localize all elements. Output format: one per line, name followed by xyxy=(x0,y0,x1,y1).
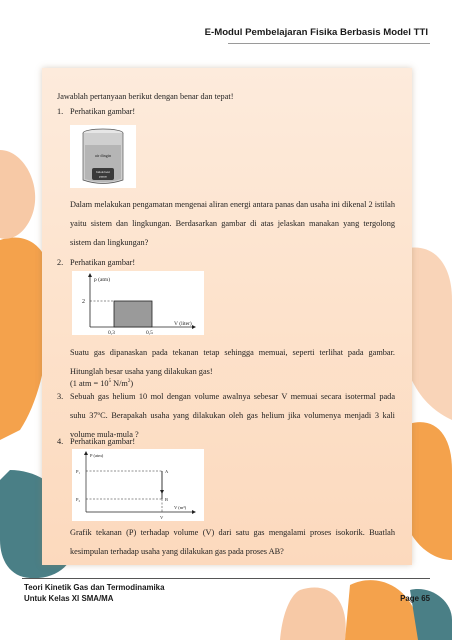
module-title: E-Modul Pembelajaran Fisika Berbasis Model TTI xyxy=(204,27,428,38)
instructions: Jawablah pertanyaan berikut dengan benar dan tepat! xyxy=(57,92,234,101)
q2-text: Suatu gas dipanaskan pada tekanan tetap sehingga memuai, seperti terlihat pada gambar. Hitunglah besar usaha yang dilakukan gas! xyxy=(70,348,395,376)
q2-pv-graph xyxy=(72,271,204,335)
q2-prompt: Perhatikan gambar! xyxy=(70,258,136,267)
q1-prompt: Perhatikan gambar! xyxy=(70,107,136,116)
q4-prompt: Perhatikan gambar! xyxy=(70,437,136,446)
q4-xlabel: V (m³) xyxy=(174,505,187,510)
q4-point-a: A xyxy=(165,469,169,474)
header-divider xyxy=(228,43,430,44)
q4-text: Grafik tekanan (P) terhadap volume (V) dari satu gas mengalami proses isokorik. Buatlah kesimpulan terhadap usaha yang dilakukan gas pada proses AB? xyxy=(70,528,395,556)
q1-fig-label-bottom-1: balok besi xyxy=(96,170,110,174)
q1-text: Dalam melakukan pengamatan mengenai aliran energi antara panas dan usaha ini dikenal 2 istilah yaitu sistem dan lingkungan. Berdasarkan gambar di atas jelaskan manakan yang tergolong sistem dan lingkungan? xyxy=(70,200,395,247)
q2-note: (1 atm = $10^5$ $N/m^2$) xyxy=(70,378,134,388)
q3-number: 3. xyxy=(57,392,64,401)
footer-subject: Teori Kinetik Gas dan Termodinamika xyxy=(24,583,165,592)
q4-number: 4. xyxy=(57,437,64,446)
q4-volume-v: V xyxy=(160,515,164,520)
q2-xtick-1: 0,3 xyxy=(108,330,115,335)
q4-pv-graph xyxy=(72,449,204,521)
q2-number: 2. xyxy=(57,258,64,267)
q2-ylabel: p (atm) xyxy=(94,277,111,283)
q4-ylabel: P (atm) xyxy=(90,453,104,458)
q4-p1: P₁ xyxy=(76,469,81,474)
footer-grade: Untuk Kelas XI SMA/MA xyxy=(24,594,114,603)
q2-xlabel: V (liter) xyxy=(174,321,192,327)
page-number: Page 65 xyxy=(400,594,430,603)
q2-ytick: 2 xyxy=(82,299,85,305)
q3-text: Sebuah gas helium 10 mol dengan volume awalnya sebesar V memuai secara isotermal pada suhu 37ºC. Berapakah usaha yang dilakukan oleh gas helium jika volumenya menjadi 3 kali volume mula-mula ? xyxy=(70,392,395,439)
q4-p2: P₂ xyxy=(76,497,81,502)
q1-number: 1. xyxy=(57,107,64,116)
q1-beaker-figure xyxy=(70,125,136,188)
q4-point-b: B xyxy=(165,497,169,502)
q2-xtick-2: 0,5 xyxy=(146,330,153,335)
footer-divider xyxy=(22,578,430,579)
q1-fig-label-bottom-2: panas xyxy=(99,174,107,179)
q1-fig-label-top: air dingin xyxy=(94,153,112,158)
